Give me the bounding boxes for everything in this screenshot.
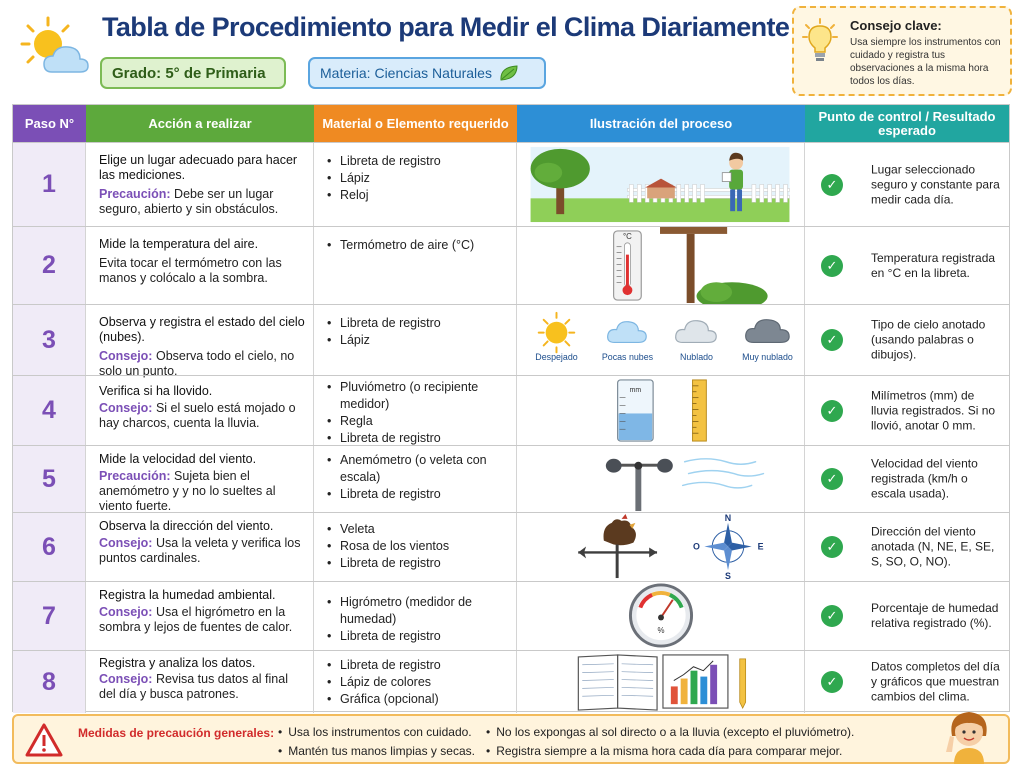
result-cell	[805, 305, 1009, 375]
warning-icon	[24, 722, 64, 758]
sky-label: Pocas nubes	[601, 352, 654, 363]
girl-character-icon	[938, 706, 1000, 764]
checkmark-icon: ✓	[821, 605, 843, 627]
humidity-unit: %	[657, 626, 665, 636]
material-item: • Regla	[340, 413, 510, 430]
illustration-cell	[517, 376, 805, 445]
compass-label: S	[725, 571, 731, 581]
action-text: Mide la temperatura del aire.	[99, 237, 259, 251]
material-item: • Gráfica (opcional)	[340, 691, 510, 708]
result-cell	[805, 446, 1009, 512]
anemometer-illustration	[517, 446, 805, 512]
material-item: • Libreta de registro	[340, 486, 510, 503]
step-number: 1	[13, 143, 86, 226]
action-cell	[86, 651, 314, 713]
material-item: • Lápiz	[340, 332, 510, 349]
material-item: • Libreta de registro	[340, 657, 510, 674]
cloudy-icon	[676, 321, 717, 343]
precaution-item: • Usa los instrumentos con cuidado.	[278, 725, 472, 739]
rain-gauge-illustration	[517, 376, 805, 445]
result-text: Milímetros (mm) de lluvia registrados. Si no llovió, anotar 0 mm.	[871, 388, 996, 432]
sky-types-illustration	[517, 305, 805, 375]
note-text: Evita tocar el termómetro con las manos y colócalo a la sombra.	[99, 256, 282, 285]
materials-cell	[314, 376, 517, 445]
material-item: • Lápiz de colores	[340, 674, 510, 691]
result-text: Temperatura registrada en °C en la libreta.	[871, 250, 996, 280]
table-row	[13, 375, 1009, 445]
material-item: • Higrómetro (medidor de humedad)	[340, 594, 510, 628]
checkmark-icon: ✓	[821, 468, 843, 490]
note-text: Sujeta bien el anemómetro y y no lo sueltes al viento fuerte.	[99, 469, 276, 513]
action-cell	[86, 513, 314, 581]
precaution-item: • Mantén tus manos limpias y secas.	[278, 744, 475, 758]
note-text: Usa la veleta y verifica los puntos cardinales.	[99, 536, 301, 565]
material-item: • Anemómetro (o veleta con escala)	[340, 452, 510, 486]
table-row	[13, 142, 1009, 226]
illustration-cell	[517, 446, 805, 512]
action-cell	[86, 305, 314, 378]
note-label: Consejo:	[99, 605, 153, 619]
page-title: Tabla de Procedimiento para Medir el Clima Diariamente	[102, 12, 790, 42]
checkmark-icon: ✓	[821, 329, 843, 351]
note-text: Si el suelo está mojado o hay charcos, cuenta la lluvia.	[99, 401, 296, 430]
result-cell	[805, 376, 1009, 445]
action-text: Registra y analiza los datos.	[99, 656, 256, 670]
result-text: Porcentaje de humedad relativa registrado (%).	[871, 601, 999, 630]
note-label: Consejo:	[99, 536, 153, 550]
checkmark-icon: ✓	[821, 536, 843, 558]
result-text: Tipo de cielo anotado (usando palabras o dibujos).	[871, 317, 986, 362]
step-number: 5	[13, 446, 86, 512]
step-number: 4	[13, 376, 86, 445]
sky-label: Muy nublado	[742, 352, 793, 363]
note-label: Precaución:	[99, 469, 171, 483]
weathervane-illustration	[517, 513, 805, 581]
material-item: • Pluviómetro (o recipiente medidor)	[340, 379, 510, 413]
subject-badge	[308, 57, 546, 89]
note-label: Precaución:	[99, 187, 171, 201]
table-row	[13, 445, 1009, 512]
action-cell	[86, 143, 314, 226]
checkmark-icon: ✓	[821, 255, 843, 277]
action-text: Registra la humedad ambiental.	[99, 588, 276, 602]
material-item: • Lápiz	[340, 170, 510, 187]
note-text: Revisa tus datos al final del día y busca patrones.	[99, 672, 288, 701]
materials-cell	[314, 305, 517, 375]
action-text: Observa y registra el estado del cielo (nubes).	[99, 315, 305, 344]
result-cell	[805, 143, 1009, 226]
material-item: • Libreta de registro	[340, 628, 510, 645]
result-text: Dirección del viento anotada (N, NE, E, SE, S, SO, O, NO).	[871, 524, 995, 569]
step-number: 6	[13, 513, 86, 581]
result-cell	[805, 513, 1009, 581]
grade-badge: Grado: 5° de Primaria	[100, 57, 286, 89]
sun-cloud-icon	[18, 14, 92, 80]
compass-label: N	[724, 513, 732, 523]
key-tip-box	[792, 6, 1012, 96]
precaution-item: • No los expongas al sol directo o a la lluvia (excepto el pluviómetro).	[486, 725, 854, 739]
checkmark-icon: ✓	[821, 671, 843, 693]
table-row	[13, 650, 1009, 713]
subject-label: Materia: Ciencias Naturales	[320, 65, 492, 81]
precautions-label: Medidas de precaución generales:	[78, 726, 275, 740]
table-row	[13, 304, 1009, 378]
checkmark-icon: ✓	[821, 400, 843, 422]
sky-label: Nublado	[679, 352, 714, 363]
table-row	[13, 226, 1009, 304]
materials-cell	[314, 446, 517, 512]
precaution-item: • Registra siempre a la misma hora cada día para comparar mejor.	[486, 744, 842, 758]
materials-cell	[314, 143, 517, 226]
illustration-cell	[517, 143, 805, 226]
rain-unit: mm	[629, 386, 642, 394]
material-item: • Veleta	[340, 521, 510, 538]
material-item: • Libreta de registro	[340, 315, 510, 332]
hygrometer-illustration	[517, 582, 805, 650]
materials-cell	[314, 582, 517, 650]
column-header-result: Punto de control / Resultado esperado	[805, 105, 1009, 142]
materials-cell	[314, 513, 517, 581]
result-text: Velocidad del viento registrada (km/h o escala usada).	[871, 456, 978, 501]
thermometer-unit: °C	[623, 231, 632, 241]
material-item: • Libreta de registro	[340, 555, 510, 572]
note-text: Debe ser un lugar seguro, abierto y sin obstáculos.	[99, 187, 279, 216]
note-label: Consejo:	[99, 401, 153, 415]
action-cell	[86, 446, 314, 512]
general-precautions-bar	[12, 714, 1010, 764]
action-cell	[86, 582, 314, 650]
action-cell	[86, 227, 314, 304]
action-text: Verifica si ha llovido.	[99, 384, 213, 398]
note-label: Consejo:	[99, 349, 153, 363]
step-number: 3	[13, 305, 86, 375]
result-cell	[805, 227, 1009, 304]
result-cell	[805, 582, 1009, 650]
column-header-materials: Material o Elemento requerido	[314, 105, 517, 142]
procedure-table	[12, 104, 1010, 712]
action-cell	[86, 376, 314, 445]
step-number: 8	[13, 651, 86, 713]
very-cloudy-icon	[746, 320, 789, 343]
result-text: Lugar seleccionado seguro y constante para medir cada día.	[871, 162, 1000, 206]
tip-title: Consejo clave:	[850, 18, 942, 33]
action-text: Mide la velocidad del viento.	[99, 452, 257, 466]
column-header-action: Acción a realizar	[86, 105, 314, 142]
material-item: • Libreta de registro	[340, 430, 510, 447]
tip-text: Usa siempre los instrumentos con cuidado y registra tus observaciones a la misma hora todos los días.	[850, 37, 1001, 87]
result-text: Datos completos del día y gráficos que muestran cambios del clima.	[871, 659, 1000, 704]
illustration-cell	[517, 513, 805, 581]
illustration-cell	[517, 227, 805, 304]
sky-label: Despejado	[535, 352, 578, 363]
material-item: • Libreta de registro	[340, 153, 510, 170]
few-clouds-icon	[608, 322, 647, 343]
leaf-icon	[498, 63, 520, 83]
column-header-illustration: Ilustración del proceso	[517, 105, 805, 142]
table-row	[13, 512, 1009, 581]
material-item: • Reloj	[340, 187, 510, 204]
page-header	[0, 0, 1024, 104]
notebook-chart-illustration	[517, 651, 805, 713]
illustration-cell	[517, 651, 805, 713]
step-number: 2	[13, 227, 86, 304]
note-label: Consejo:	[99, 672, 153, 686]
materials-cell	[314, 227, 517, 304]
illustration-cell	[517, 582, 805, 650]
compass-label: E	[757, 541, 764, 552]
compass-label: O	[693, 541, 700, 552]
note-text: Observa todo el cielo, no solo un punto.	[99, 349, 295, 378]
step-number: 7	[13, 582, 86, 650]
thermometer-illustration	[517, 227, 805, 304]
action-text: Elige un lugar adecuado para hacer las mediciones.	[99, 153, 298, 182]
illustration-cell	[517, 305, 805, 375]
result-cell	[805, 651, 1009, 713]
checkmark-icon: ✓	[821, 174, 843, 196]
compass-rose-icon	[693, 513, 764, 581]
material-item: • Termómetro de aire (°C)	[340, 237, 510, 254]
garden-scene-illustration	[517, 143, 805, 226]
column-header-step: Paso N°	[13, 105, 86, 142]
action-text: Observa la dirección del viento.	[99, 519, 274, 533]
lightbulb-icon	[802, 18, 838, 64]
note-text: Usa el higrómetro en la sombra y lejos de fuentes de calor.	[99, 605, 293, 634]
table-row	[13, 581, 1009, 650]
materials-cell	[314, 651, 517, 713]
material-item: • Rosa de los vientos	[340, 538, 510, 555]
sun-icon	[539, 313, 574, 352]
table-header	[13, 105, 1009, 142]
